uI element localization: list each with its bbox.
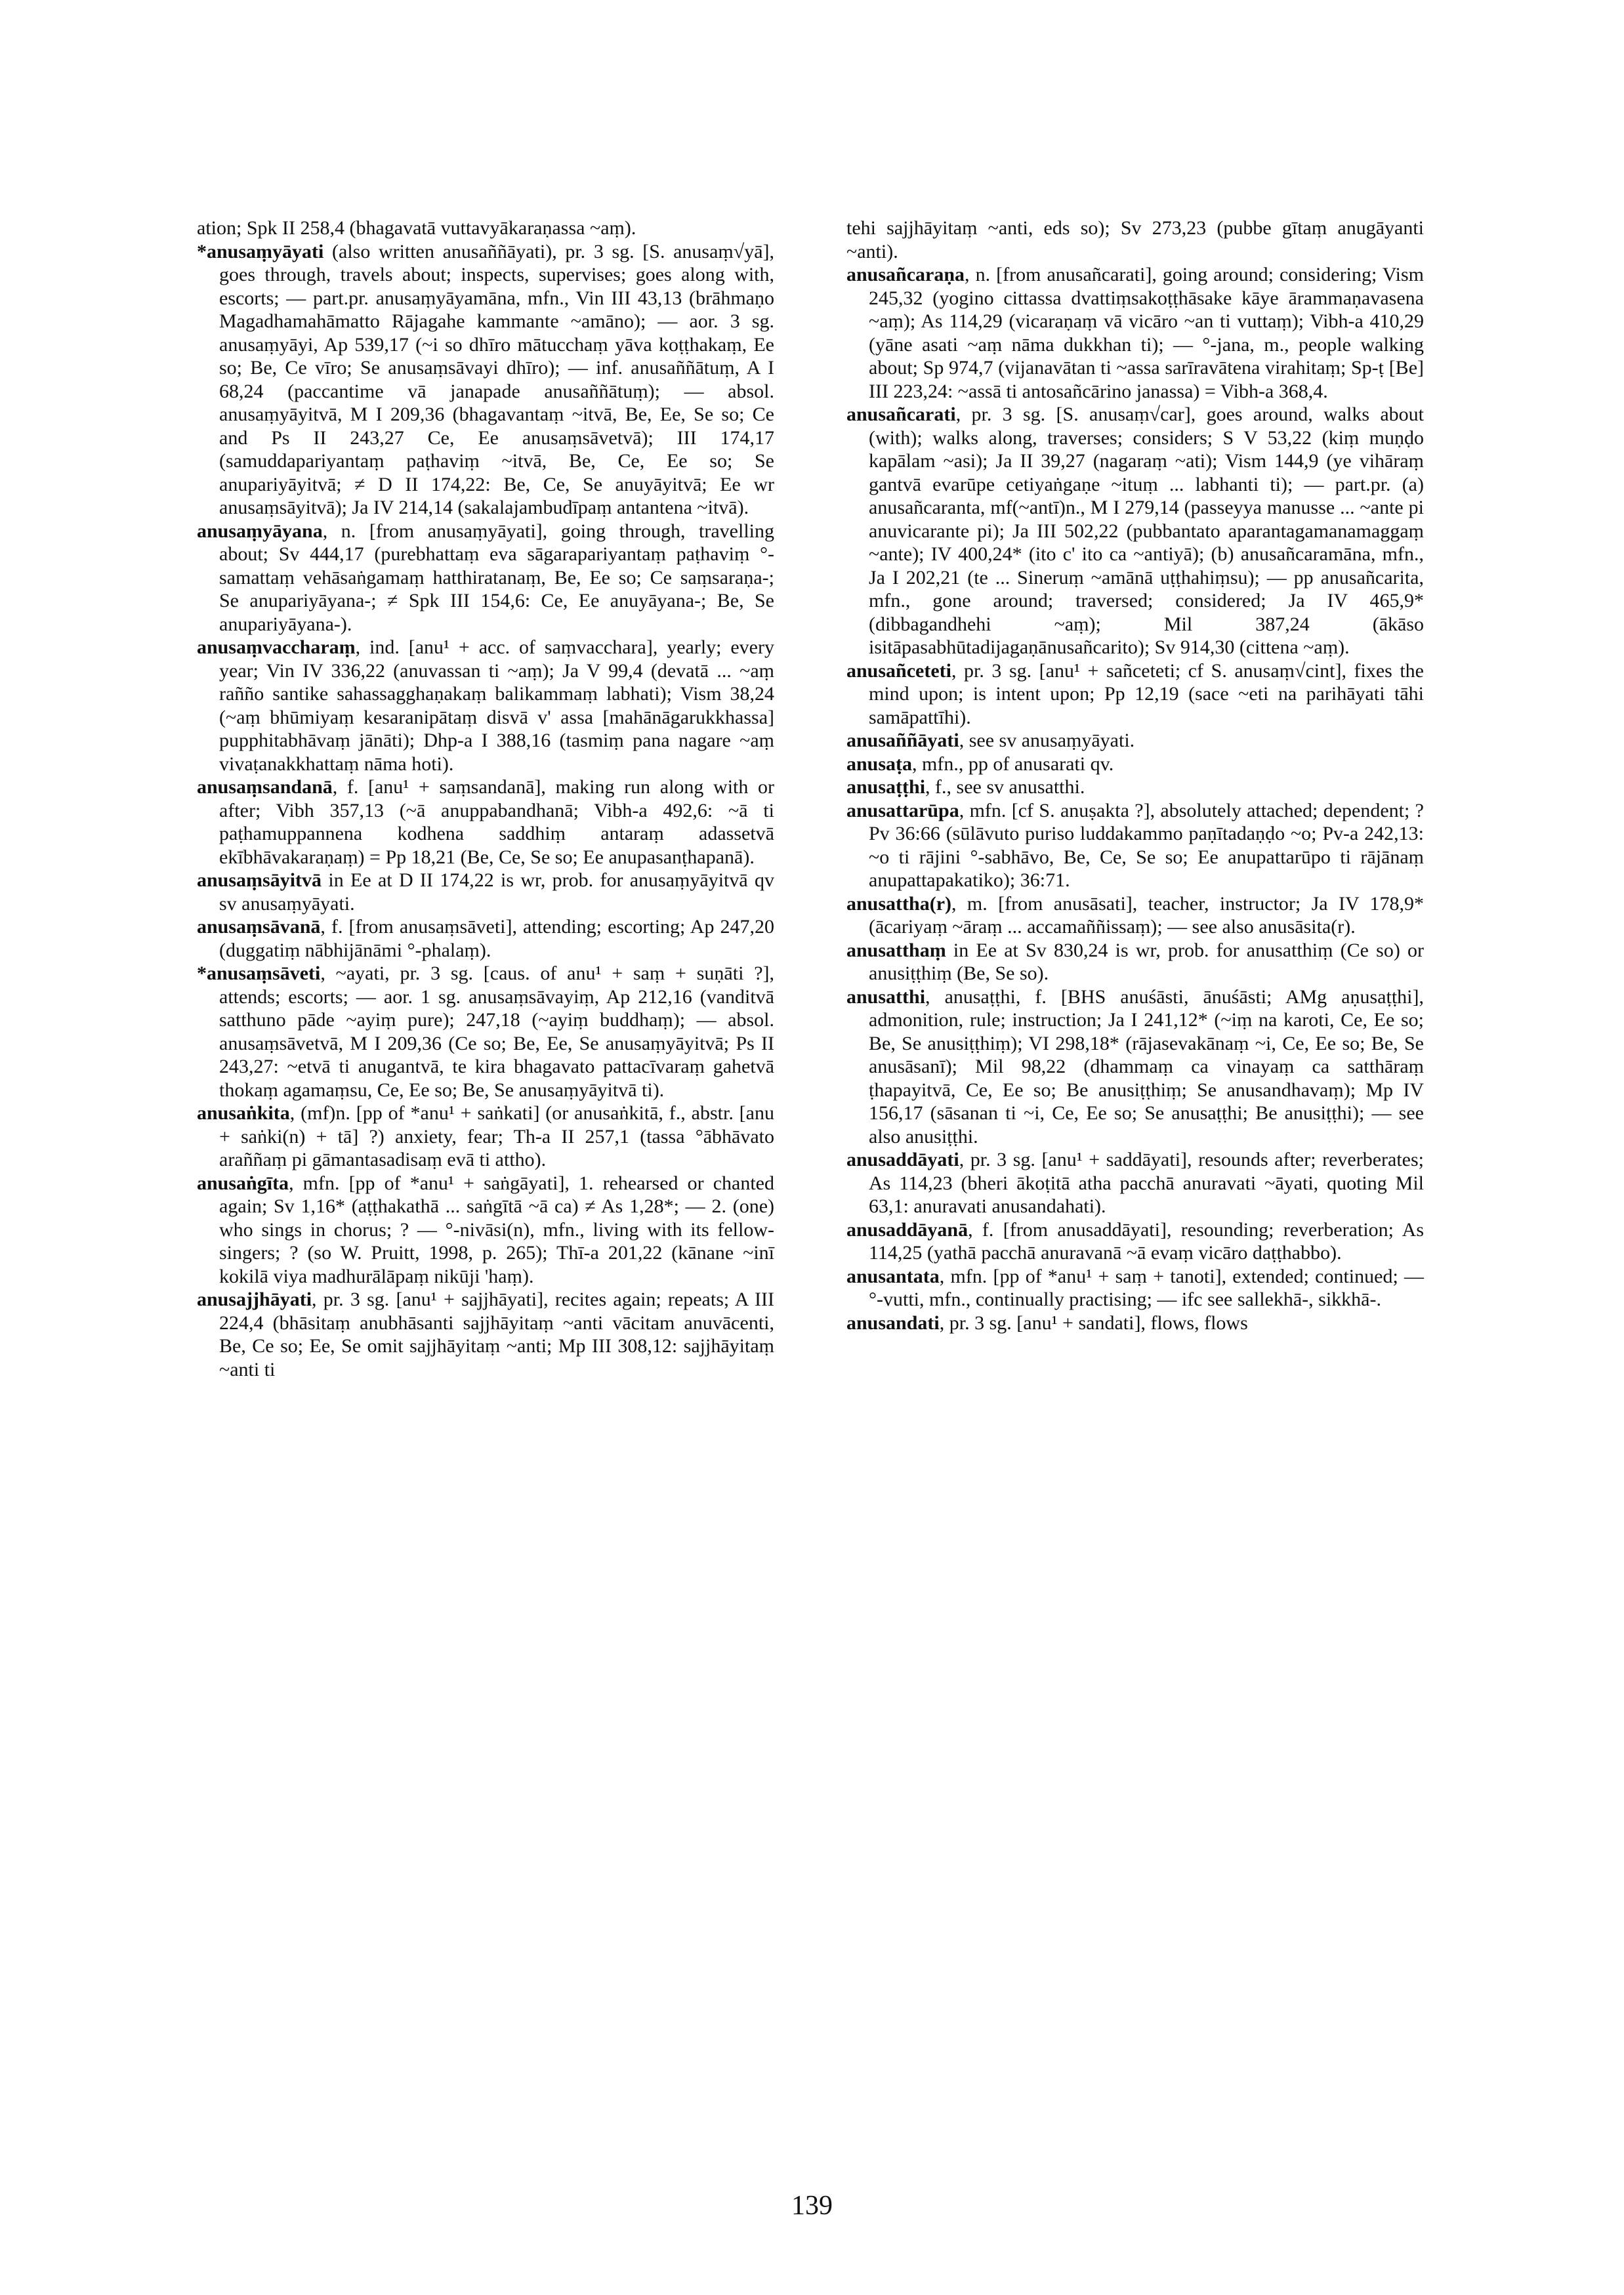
dictionary-entry [846, 892, 1424, 939]
headword: anusattarūpa [846, 799, 959, 821]
entry-text: , m. [from anusāsati], teacher, instructor; Ja IV 178,9* (ācariyaṃ ~āraṃ ... accamaññissaṃ); — see also anusāsita(r). [869, 892, 1424, 938]
headword: anusaññāyati [846, 730, 959, 751]
entry-text: , mfn. [pp of *anu¹ + saṃ + tanoti], extended; continued; — °-vutti, mfn., continually practising; — ifc see sallekhā-, sikkhā-. [869, 1265, 1424, 1310]
headword: anusajjhāyati [197, 1289, 312, 1310]
dictionary-entry [197, 217, 774, 240]
dictionary-entry [846, 263, 1424, 403]
dictionary-entry [846, 939, 1424, 985]
dictionary-entry [197, 775, 774, 869]
entry-text: in Ee at Sv 830,24 is wr, prob. for anusatthiṃ (Ce so) or anusiṭṭhiṃ (Be, Se so). [869, 939, 1424, 984]
entry-text: , f., see sv anusatthi. [925, 776, 1085, 798]
dictionary-entry [197, 1172, 774, 1289]
headword: anusaṃsandanā [197, 776, 333, 798]
entry-text: , f. [from anusaddāyati], resounding; reverberation; As 114,25 (yathā pacchā anuravanā ~ā evaṃ vicāro daṭṭhabbo). [869, 1218, 1424, 1264]
entry-text: ation; Spk II 258,4 (bhagavatā vuttavyākaraṇassa ~aṃ). [197, 217, 636, 239]
dictionary-entry [846, 985, 1424, 1149]
headword: anusantata [846, 1265, 940, 1287]
entry-text: , ~ayati, pr. 3 sg. [caus. of anu¹ + saṃ + suṇāti ?], attends; escorts; — aor. 1 sg. anusaṃsāvayiṃ, Ap 212,16 (vanditvā satthuno pāde ~ayiṃ pure); 247,18 (~ayiṃ buddhaṃ); — absol. anusaṃsāvetvā, M I 209,36 (Ce so; Be, Ee, Se anusaṃyāyitvā; Ps II 243,27: ~etvā ti anugantvā, te kira bhagavato pattacīvaraṃ gahetvā thokaṃ agamaṃsu, Ce, Ee so; Be, Se anusaṃyāyitvā ti). [219, 962, 774, 1101]
right-column [846, 217, 1424, 1334]
entry-text: , pr. 3 sg. [anu¹ + sañceteti; cf S. anusaṃ√cint], fixes the mind upon; is intent upon; Pp 12,19 (sace ~eti na parihāyati tāhi samāpattīhi). [869, 659, 1424, 728]
dictionary-entry [197, 636, 774, 775]
headword: anusañcaraṇa [846, 264, 965, 285]
headword: anusatthi [846, 985, 926, 1008]
left-column [197, 217, 774, 1381]
headword: anusaṅgīta [197, 1172, 289, 1194]
dictionary-entry [197, 915, 774, 962]
entry-text: (also written anusaññāyati), pr. 3 sg. [S. anusaṃ√yā], goes through, travels about; inspects, supervises; goes along with, escorts; — part.pr. anusaṃyāyamāna, mfn., Vin III 43,13 (brāhmaṇo Magadhamahāmatto Rājagahe kammante ~amāno); — aor. 3 sg. anusaṃyāyi, Ap 539,17 (~i so dhīro mātucchaṃ yāva koṭṭhakaṃ, Ee so; Be, Ce vīro; Se anusaṃsāvayi dhīro); — inf. anusaññātuṃ, A I 68,24 (paccantime vā janapade anusaññātuṃ); — absol. anusaṃyāyitvā, M I 209,36 (bhagavantaṃ ~itvā, Be, Ee, Se so; Ce and Ps II 243,27 Ce, Ee anusaṃsāvetvā); III 174,17 (samuddapariyantaṃ paṭhaviṃ ~itvā, Be, Ce, Ee so; Se anupariyāyitvā; ≠ D II 174,22: Be, Ce, Se anuyāyitvā; Ee wr anusaṃsāyitvā); Ja IV 214,14 (sakalajambudīpaṃ antantena ~itvā). [219, 240, 775, 518]
headword: anusañceteti [846, 659, 951, 682]
dictionary-entry [197, 962, 774, 1102]
entry-text: , f. [anu¹ + saṃsandanā], making run along with or after; Vibh 357,13 (~ā anuppabandhanā; Vibh-a 492,6: ~ā ti paṭhamuppannena kodhena saddhiṃ antaraṃ adassetvā ekībhāvakaraṇaṃ) = Pp 18,21 (Be, Ce, Se so; Ee anupasanṭhapanā). [219, 776, 774, 868]
dictionary-entry [846, 799, 1424, 892]
headword: anusaddāyanā [846, 1218, 968, 1241]
headword: *anusaṃyāyati [197, 240, 324, 262]
headword: anusaṃyāyana [197, 520, 323, 542]
dictionary-entry [197, 1102, 774, 1172]
entry-text: , pr. 3 sg. [anu¹ + sajjhāyati], recites again; repeats; A III 224,4 (bhāsitaṃ anubhāsanti sajjhāyitaṃ ~anti vācitam anuvācenti, Be, Ce so; Ee, Se omit sajjhāyitaṃ ~anti; Mp III 308,12: sajjhāyitaṃ ~anti ti [219, 1289, 774, 1380]
headword: anusañcarati [846, 403, 956, 425]
entry-text: , f. [from anusaṃsāveti], attending; escorting; Ap 247,20 (duggatiṃ nābhijānāmi °-phalaṃ). [219, 916, 774, 961]
headword: anusaṭa [846, 753, 913, 775]
dictionary-entry [846, 775, 1424, 799]
headword: anusaddāyati [846, 1149, 959, 1170]
dictionary-entry [846, 729, 1424, 753]
headword: anusaṃsāvanā [197, 916, 321, 938]
entry-text: in Ee at D II 174,22 is wr, prob. for anusaṃyāyitvā qv sv anusaṃyāyati. [219, 869, 775, 915]
dictionary-entry [197, 520, 774, 636]
dictionary-entry [846, 1312, 1424, 1335]
entry-text: , pr. 3 sg. [S. anusaṃ√car], goes around, walks about (with); walks along, traverses; considers; S V 53,22 (kiṃ muṇḍo kapālam ~asi); Ja II 39,27 (nagaraṃ ~ati); Vism 144,9 (ye vihāraṃ gantvā evarūpe cetiyaṅgaṇe ~ituṃ ... labhanti ti); — part.pr. (a) anusañcaranta, mf(~antī)n., M I 279,14 (passeyya manusse ... ~ante pi anuvicarante pi); Ja III 502,22 (pubbantato aparantagamanamaggaṃ ~ante); IV 400,24* (ito c' ito ca ~antiyā); (b) anusañcaramāna, mfn., Ja I 202,21 (te ... Sineruṃ ~amānā uṭṭhahiṃsu); — pp anusañcarita, mfn., gone around; traversed; considered; Ja IV 465,9* (dibbagandhehi ~aṃ); Mil 387,24 (ākāso isitāpasabhūtadijagaṇānusañcarito); Sv 914,30 (cittena ~aṃ). [869, 403, 1424, 658]
dictionary-entry [846, 217, 1424, 263]
dictionary-entry [846, 1218, 1424, 1265]
headword: anusattha(r) [846, 892, 952, 915]
entry-text: tehi sajjhāyitaṃ ~anti, eds so); Sv 273,23 (pubbe gītaṃ anugāyanti ~anti). [846, 217, 1424, 262]
entry-text: , pr. 3 sg. [anu¹ + sandati], flows, flows [939, 1312, 1248, 1334]
entry-text: , anusaṭṭhi, f. [BHS anuśāsti, ānuśāsti; AMg aṇusaṭṭhi], admonition, rule; instruction; Ja I 241,12* (~iṃ na karoti, Ce, Ee so; Be, Se anusiṭṭhiṃ); VI 298,18* (rājasevakānaṃ ~i, Ce, Ee so; Be, Se anusāsanī); Mil 98,22 (dhammaṃ ca vinayaṃ ca satthāraṃ ṭhapayitvā, Ce, Ee so; Be anusiṭṭhiṃ; Se anusandhavaṃ); Mp IV 156,17 (sāsanan ti ~i, Ce, Ee so; Se anusaṭṭhi; Be anusiṭṭhi); — see also anusiṭṭhi. [869, 985, 1424, 1148]
dictionary-entry [846, 659, 1424, 730]
entry-text: , pr. 3 sg. [anu¹ + saddāyati], resounds after; reverberates; As 114,23 (bheri ākoṭitā atha pacchā anuravati ~āyati, quoting Mil 63,1: anuravati anusandahati). [869, 1149, 1424, 1217]
headword: anusatthaṃ [846, 939, 946, 961]
dictionary-entry [197, 1288, 774, 1381]
headword: anusaṭṭhi [846, 776, 926, 798]
entry-text: , ind. [anu¹ + acc. of saṃvacchara], yearly; every year; Vin IV 336,22 (anuvassan ti ~aṃ); Ja V 99,4 (devatā ... ~aṃ rañño santike sahassagghaṇakaṃ balikammaṃ labhati); Vism 38,24 (~aṃ bhūmiyaṃ kesaranipātaṃ disvā v' assa [mahānāgarukkhassa] pupphitabhāvaṃ jānāti); Dhp-a I 388,16 (tasmiṃ pana nagare ~aṃ vivaṭanakkhattaṃ nāma hoti). [219, 636, 774, 775]
dictionary-entry [846, 753, 1424, 776]
entry-text: , (mf)n. [pp of *anu¹ + saṅkati] (or anusaṅkitā, f., abstr. [anu + saṅki(n) + tā] ?) anxiety, fear; Th-a II 257,1 (tassa °ābhāvato araññaṃ pi gāmantasadisaṃ evā ti attho). [219, 1102, 774, 1170]
dictionary-entry [846, 1148, 1424, 1218]
headword: anusaṃsāyitvā [197, 869, 322, 891]
entry-text: , mfn. [cf S. anuṣakta ?], absolutely attached; dependent; ? Pv 36:66 (sūlāvuto puriso luddakammo paṇītadaṇḍo ~o; Pv-a 242,13: ~o ti rājini °-sabhāvo, Be, Ce, Se so; Ee anupattarūpo ti rājānaṃ anupattapakatiko); 36:71. [869, 799, 1424, 891]
entry-text: , mfn., pp of anusarati qv. [912, 753, 1114, 775]
entry-text: , n. [from anusaṃyāyati], going through, travelling about; Sv 444,17 (purebhattaṃ eva sāgarapariyantaṃ paṭhaviṃ °-samattaṃ vehāsaṅgamaṃ hatthiratanaṃ, Be, Ee so; Ce saṃsaraṇa-; Se anupariyāyana-; ≠ Spk III 154,6: Ce, Ee anuyāyana-; Be, Se anupariyāyana-). [219, 520, 774, 635]
headword: anusaṅkita [197, 1102, 290, 1124]
page-number: 139 [791, 2191, 833, 2221]
headword: *anusaṃsāveti [197, 962, 321, 984]
dictionary-entry [197, 869, 774, 915]
headword: anusaṃvaccharaṃ [197, 636, 356, 658]
headword: anusandati [846, 1312, 940, 1334]
entry-text: , see sv anusaṃyāyati. [959, 730, 1135, 751]
dictionary-entry [846, 1265, 1424, 1312]
entry-text: , mfn. [pp of *anu¹ + saṅgāyati], 1. rehearsed or chanted again; Sv 1,16* (aṭṭhakathā ... saṅgītā ~ā ca) ≠ As 1,28*; — 2. (one) who sings in chorus; ? — °-nivāsi(n), mfn., living with its fellow-singers; ? (so W. Pruitt, 1998, p. 265); Thī-a 201,22 (kānane ~inī kokilā viya madhurālāpaṃ nikūji 'haṃ). [219, 1172, 774, 1287]
entry-text: , n. [from anusañcarati], going around; considering; Vism 245,32 (yogino cittassa dvattiṃsakoṭṭhāsake kāye ārammaṇavasena ~aṃ); As 114,29 (vicaraṇaṃ vā vicāro ~an ti vuttaṃ); Vibh-a 410,29 (yāne asati ~aṃ nāma dukkhan ti); — °-jana, m., people walking about; Sp 974,7 (vijanavātan ti ~assa sarīravātena virahitaṃ; Sp-ṭ [Be] III 223,24: ~assā ti antosañcārino janassa) = Vibh-a 368,4. [869, 264, 1424, 402]
dictionary-entry [197, 240, 774, 520]
dictionary-entry [846, 403, 1424, 659]
